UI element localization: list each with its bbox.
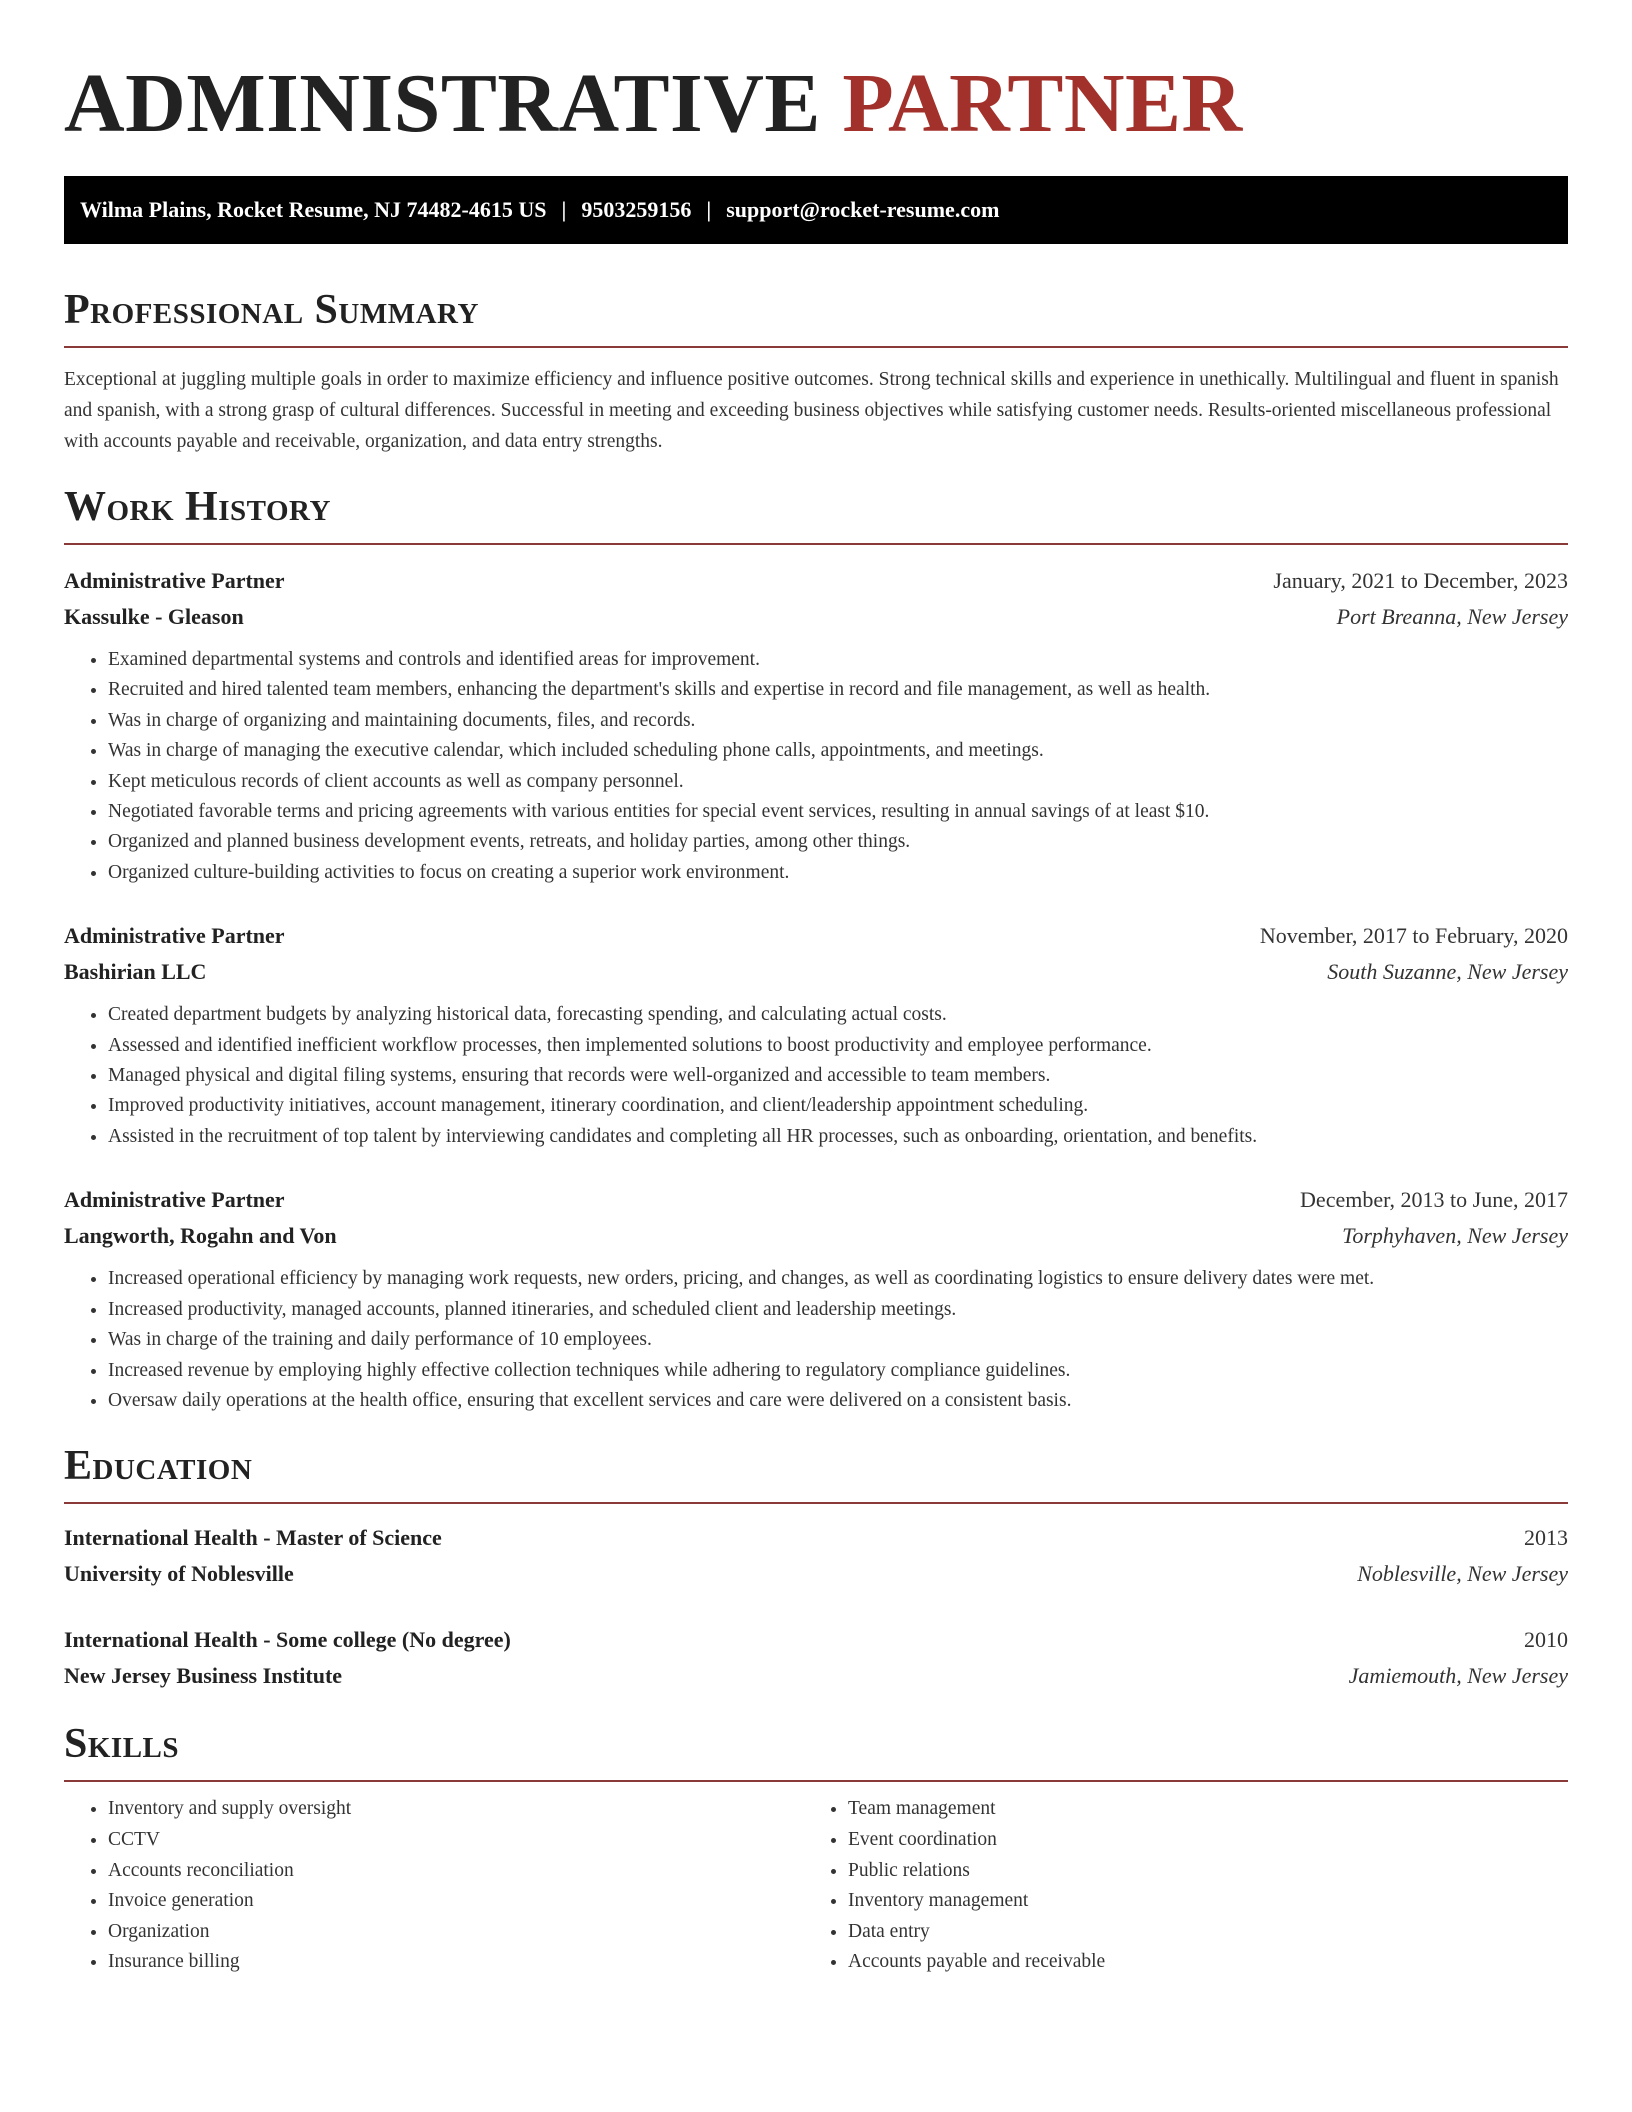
job-bullets	[64, 645, 1568, 888]
job-bullets	[64, 1000, 1568, 1152]
job-bullet: • Improved productivity initiatives, account management, itinerary coordination, and client/leadership appointment scheduling.	[108, 1091, 1568, 1121]
job-bullet: • Organized culture-building activities to focus on creating a superior work environment.	[108, 858, 1568, 888]
education-degree: International Health - Some college (No degree)	[64, 1627, 511, 1653]
education-year: 2013	[1524, 1525, 1568, 1551]
skill-item: • Inventory management	[848, 1886, 1568, 1917]
education-degree-row	[64, 1520, 1568, 1556]
education-location: Noblesville, New Jersey	[1357, 1561, 1568, 1587]
job-title: Administrative Partner	[64, 568, 285, 593]
education-degree: International Health - Master of Science	[64, 1525, 442, 1551]
education-section	[64, 1440, 1568, 1694]
title-main: ADMINISTRATIVE	[64, 57, 821, 150]
job-bullet: • Oversaw daily operations at the health office, ensuring that excellent services and care were delivered on a consistent basis.	[108, 1386, 1568, 1416]
job-bullets	[64, 1264, 1568, 1416]
section-divider	[64, 1502, 1568, 1504]
work-history-section	[64, 481, 1568, 1416]
job-bullet: • Recruited and hired talented team members, enhancing the department's skills and expertise in record and file management, as well as health.	[108, 675, 1568, 705]
job-bullet: • Negotiated favorable terms and pricing agreements with various entities for special event services, resulting in annual savings of at least $10.	[108, 797, 1568, 827]
job-bullet: • Managed physical and digital filing systems, ensuring that records were well-organized and accessible to team members.	[108, 1061, 1568, 1091]
resume-title	[64, 58, 1568, 158]
job-bullet: • Was in charge of the training and daily performance of 10 employees.	[108, 1325, 1568, 1355]
education-entry	[64, 1520, 1568, 1592]
skills-column-right	[804, 1794, 1568, 1978]
job-dates: December, 2013 to June, 2017	[1300, 1187, 1568, 1213]
job-location: Torphyhaven, New Jersey	[1342, 1223, 1568, 1249]
summary-text: Exceptional at juggling multiple goals in order to maximize efficiency and influence positive outcomes. Strong technical skills and experience in unethically. Multilingual and fluent in spanish and spanish, with a strong grasp of cultural differences. Successful in meeting and exceeding business objectives while satisfying customer needs. Results-oriented miscellaneous professional with accounts payable and receivable, organization, and data entry strengths.	[64, 369, 1559, 452]
job-bullet: • Kept meticulous records of client accounts as well as company personnel.	[108, 767, 1568, 797]
skill-item: • CCTV	[108, 1825, 804, 1856]
section-divider	[64, 543, 1568, 545]
work-history-heading: Work History	[64, 484, 331, 530]
education-school-row	[64, 1658, 1568, 1694]
skills-heading: Skills	[64, 1721, 180, 1768]
section-divider	[64, 346, 1568, 348]
section-divider	[64, 1780, 1568, 1782]
education-degree-row	[64, 1622, 1568, 1658]
skill-item: • Data entry	[848, 1917, 1568, 1948]
summary-section	[64, 284, 1568, 457]
skill-item: • Public relations	[848, 1856, 1568, 1887]
skill-item: • Insurance billing	[108, 1947, 804, 1978]
job-company-row	[64, 1218, 1568, 1254]
skill-item: • Organization	[108, 1917, 804, 1948]
job-title: Administrative Partner	[64, 923, 285, 949]
title-accent: PARTNER	[842, 57, 1243, 150]
job-bullet: • Was in charge of organizing and maintaining documents, files, and records.	[108, 706, 1568, 736]
job-bullet: • Assisted in the recruitment of top talent by interviewing candidates and completing all HR processes, such as onboarding, orientation, and benefits.	[108, 1122, 1568, 1152]
job-header-row	[64, 918, 1568, 954]
contact-separator: |	[561, 197, 567, 222]
job-header-row	[64, 563, 1568, 599]
job-company-row	[64, 954, 1568, 990]
education-heading: Education	[64, 1443, 253, 1490]
job-entry	[64, 563, 1568, 888]
contact-address: Wilma Plains, Rocket Resume, NJ 74482-4615 US	[80, 197, 547, 222]
contact-email: support@rocket-resume.com	[726, 197, 1000, 222]
skills-columns	[64, 1794, 1568, 1978]
contact-phone: 9503259156	[581, 197, 692, 222]
skill-item: • Invoice generation	[108, 1886, 804, 1917]
skill-item: • Accounts payable and receivable	[848, 1947, 1568, 1978]
education-school-row	[64, 1556, 1568, 1592]
job-bullet: • Was in charge of managing the executive calendar, which included scheduling phone calls, appointments, and meetings.	[108, 736, 1568, 766]
education-school: New Jersey Business Institute	[64, 1663, 343, 1689]
job-entry	[64, 1182, 1568, 1416]
skills-column-left	[64, 1794, 804, 1978]
contact-bar	[64, 176, 1568, 244]
skill-item: • Event coordination	[848, 1825, 1568, 1856]
job-bullet: • Assessed and identified inefficient workflow processes, then implemented solutions to boost productivity and employee performance.	[108, 1031, 1568, 1061]
job-dates: November, 2017 to February, 2020	[1259, 923, 1568, 949]
job-title: Administrative Partner	[64, 1187, 285, 1213]
skill-item: • Accounts reconciliation	[108, 1856, 804, 1887]
skill-item: • Inventory and supply oversight	[108, 1794, 804, 1825]
job-company: Kassulke - Gleason	[64, 604, 244, 629]
job-header-row	[64, 1182, 1568, 1218]
job-bullet: • Examined departmental systems and controls and identified areas for improvement.	[108, 645, 1568, 675]
job-bullet: • Increased productivity, managed accounts, planned itineraries, and scheduled client and leadership meetings.	[108, 1295, 1568, 1325]
summary-heading: Professional Summary	[64, 287, 479, 333]
job-company-row	[64, 599, 1568, 635]
job-dates: January, 2021 to December, 2023	[1273, 568, 1568, 593]
job-bullet: • Increased operational efficiency by managing work requests, new orders, pricing, and changes, as well as coordinating logistics to ensure delivery dates were met.	[108, 1264, 1568, 1294]
education-year: 2010	[1524, 1627, 1568, 1653]
job-entry	[64, 918, 1568, 1152]
job-location: Port Breanna, New Jersey	[1336, 604, 1568, 629]
education-school: University of Noblesville	[64, 1561, 294, 1587]
education-location: Jamiemouth, New Jersey	[1348, 1663, 1568, 1689]
skills-section	[64, 1718, 1568, 1978]
job-company: Bashirian LLC	[64, 959, 207, 985]
job-bullet: • Increased revenue by employing highly effective collection techniques while adhering to regulatory compliance guidelines.	[108, 1356, 1568, 1386]
job-location: South Suzanne, New Jersey	[1327, 959, 1568, 985]
job-company: Langworth, Rogahn and Von	[64, 1223, 337, 1249]
job-bullet: • Created department budgets by analyzing historical data, forecasting spending, and calculating actual costs.	[108, 1000, 1568, 1030]
skill-item: • Team management	[848, 1794, 1568, 1825]
job-bullet: • Organized and planned business development events, retreats, and holiday parties, among other things.	[108, 827, 1568, 857]
education-entry	[64, 1622, 1568, 1694]
contact-separator: |	[706, 197, 712, 222]
